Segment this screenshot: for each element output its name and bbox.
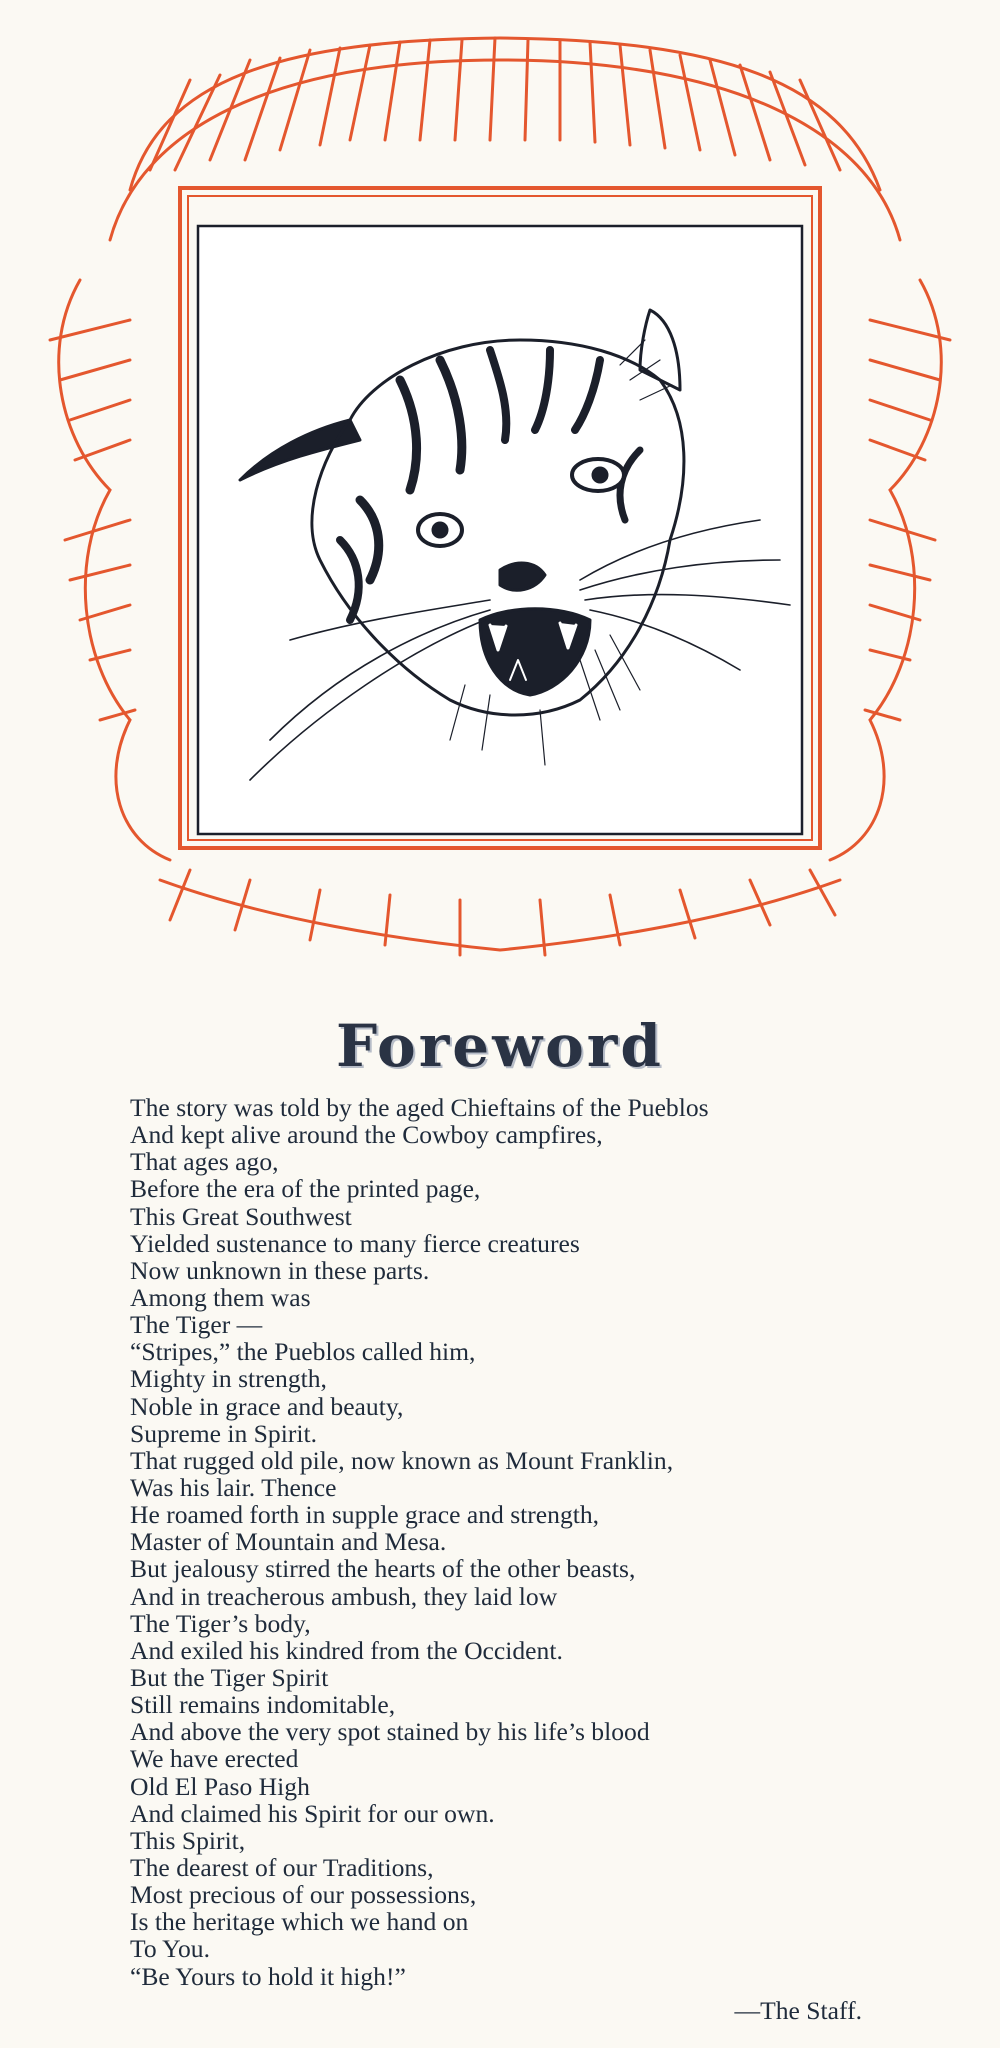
poem-line: He roamed forth in supple grace and strength, xyxy=(130,1500,600,1530)
poem-line: Master of Mountain and Mesa. xyxy=(130,1527,447,1557)
poem-line: Among them was xyxy=(130,1282,311,1312)
poem-line: But jealousy stirred the hearts of the other beasts, xyxy=(130,1554,636,1584)
poem-line: Mighty in strength, xyxy=(130,1364,327,1394)
tiger-illustration xyxy=(20,20,980,980)
signature: —The Staff. xyxy=(734,1996,862,2025)
poem-line: And claimed his Spirit for our own. xyxy=(130,1798,495,1828)
poem-line: Was his lair. Thence xyxy=(130,1472,337,1502)
poem-line: The story was told by the aged Chieftains of the Pueblos xyxy=(130,1093,709,1122)
poem-line: Before the era of the printed page, xyxy=(130,1174,481,1204)
poem-line: Old El Paso High xyxy=(130,1771,310,1801)
poem-line: And kept alive around the Cowboy campfires, xyxy=(130,1120,603,1150)
poem-line: “Be Yours to hold it high!” xyxy=(130,1961,406,1991)
poem-line: Still remains indomitable, xyxy=(130,1690,396,1720)
poem-line: That ages ago, xyxy=(130,1147,279,1177)
poem-line: The Tiger’s body, xyxy=(130,1608,311,1638)
poem-line: Now unknown in these parts. xyxy=(130,1255,430,1285)
poem-line: But the Tiger Spirit xyxy=(130,1662,329,1692)
poem-line: Noble in grace and beauty, xyxy=(130,1391,404,1421)
poem-line: And exiled his kindred from the Occident. xyxy=(130,1635,563,1665)
poem-line: To You. xyxy=(130,1934,211,1964)
poem-body xyxy=(130,1094,930,1990)
poem-line: And in treacherous ambush, they laid low xyxy=(130,1581,558,1611)
poem-line: “Stripes,” the Pueblos called him, xyxy=(130,1337,476,1367)
poem-line: Supreme in Spirit. xyxy=(130,1418,317,1448)
page-title: Foreword xyxy=(336,1012,664,1080)
poem-line: That rugged old pile, now known as Mount Franklin, xyxy=(130,1445,674,1475)
poem-line: Is the heritage which we hand on xyxy=(130,1907,469,1937)
poem-line: The Tiger — xyxy=(130,1310,263,1340)
poem-line: This Spirit, xyxy=(130,1825,246,1855)
poem-line: Yielded sustenance to many fierce creatures xyxy=(130,1228,580,1258)
poem-line: Most precious of our possessions, xyxy=(130,1880,477,1910)
poem-line: We have erected xyxy=(130,1744,299,1774)
poem-line: This Great Southwest xyxy=(130,1201,352,1231)
poem-line: The dearest of our Traditions, xyxy=(130,1852,434,1882)
inner-frame xyxy=(198,226,802,834)
poem-line: And above the very spot stained by his life’s blood xyxy=(130,1717,650,1747)
